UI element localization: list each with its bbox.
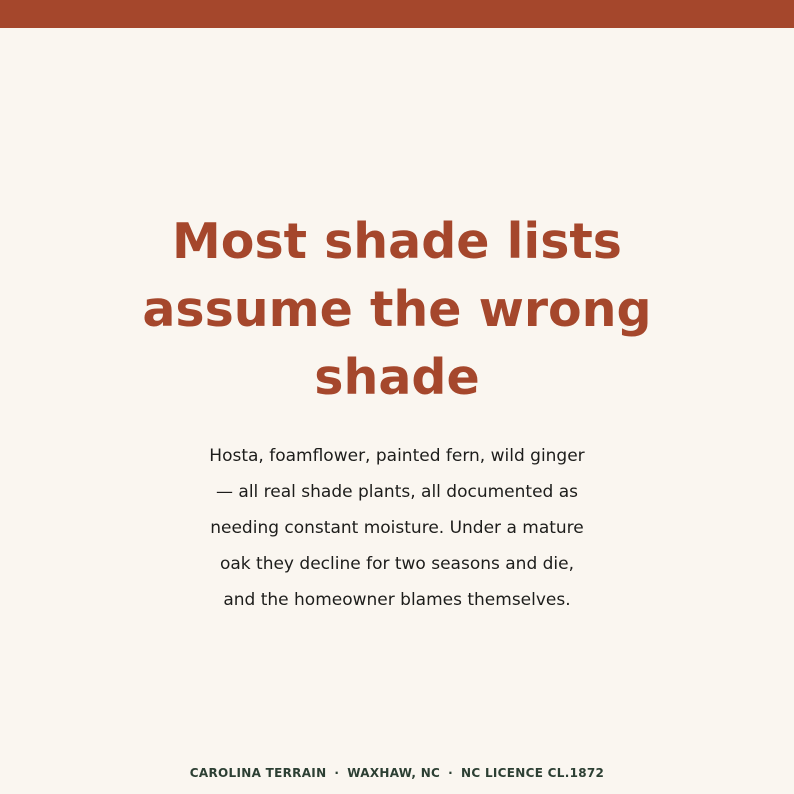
footer-company: CAROLINA TERRAIN (189, 766, 327, 780)
headline-line: shade (314, 349, 480, 406)
body-line: needing constant moisture. Under a mature (210, 518, 584, 538)
headline (0, 208, 794, 412)
headline-line: Most shade lists (172, 213, 622, 270)
body-line: Hosta, foamflower, painted fern, wild ginger (209, 446, 585, 466)
headline-line: assume the wrong (142, 281, 652, 338)
footer-separator: · (448, 766, 454, 780)
body-line: and the homeowner blames themselves. (223, 590, 571, 610)
footer (0, 764, 794, 782)
body-line: oak they decline for two seasons and die, (219, 554, 575, 574)
body-paragraph (0, 438, 794, 618)
footer-location: WAXHAW, NC (347, 766, 441, 780)
footer-licence: NC LICENCE CL.1872 (461, 766, 605, 780)
top-accent-bar (0, 0, 794, 28)
footer-separator: · (334, 766, 340, 780)
body-line: — all real shade plants, all documented as (216, 482, 578, 502)
